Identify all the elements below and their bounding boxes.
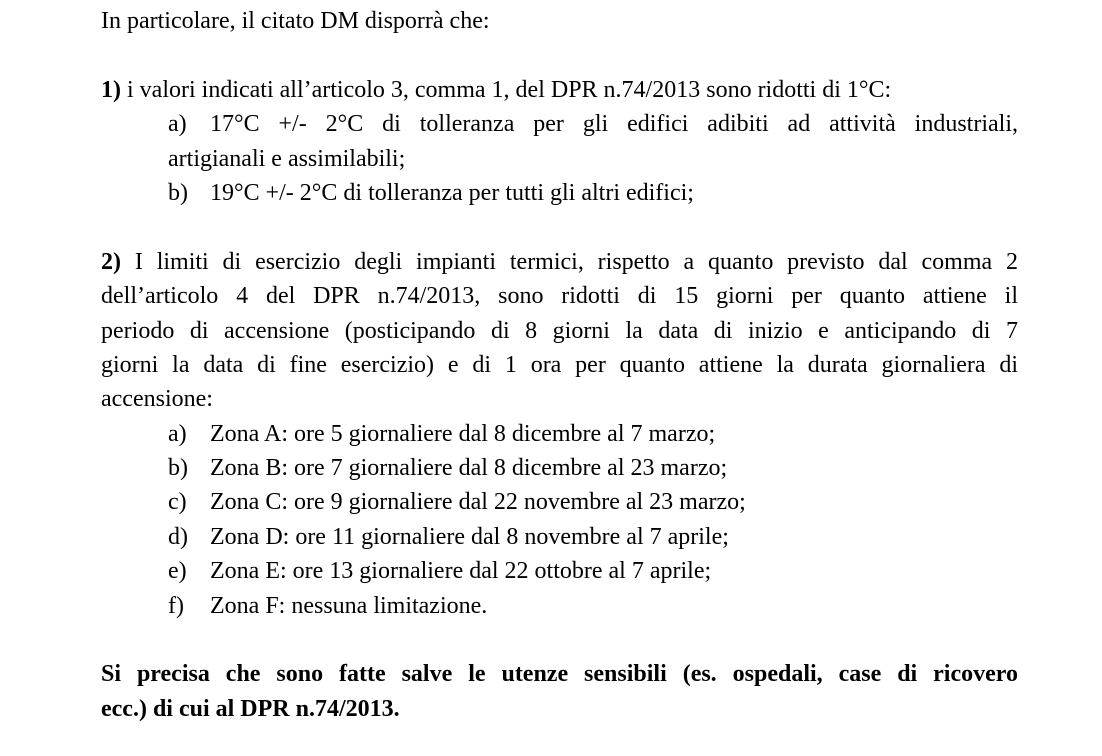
section-2-line-1 (101, 245, 1018, 279)
section-1-item-a (168, 107, 1018, 141)
spacer (101, 623, 1018, 657)
item-label: a) (168, 111, 187, 138)
item-text: Zona D: ore 11 giornaliere dal 8 novembre al 7 aprile; (210, 523, 729, 550)
section-2-line-2: dell’articolo 4 del DPR n.74/2013, sono ridotti di 15 giorni per quanto attiene il (101, 283, 1018, 310)
closing-line-2: ecc.) di cui al DPR n.74/2013. (101, 695, 400, 722)
item-text: Zona A: ore 5 giornaliere dal 8 dicembre al 7 marzo; (210, 420, 716, 447)
section-1-number: 1) (101, 76, 121, 103)
item-text: Zona F: nessuna limitazione. (210, 592, 488, 619)
zone-item (168, 451, 1018, 485)
item-text: 19°C +/- 2°C di tolleranza per tutti gli altri edifici; (210, 179, 694, 206)
document-page (101, 0, 1018, 726)
zone-item (168, 485, 1018, 519)
item-label: c) (168, 489, 187, 516)
section-2-line-5: accensione: (101, 386, 213, 413)
item-label: b) (168, 455, 188, 482)
intro-text: In particolare, il citato DM disporrà che: (101, 8, 490, 34)
section-2-number: 2) (101, 248, 121, 275)
item-label: f) (168, 592, 184, 619)
section-2-line-3: periodo di accensione (posticipando di 8 giorni la data di inizio e anticipando di 7 (101, 317, 1018, 344)
section-1-item-b (168, 176, 1018, 210)
section-2-text: I limiti di esercizio degli impianti termici, rispetto a quanto previsto dal comma 2 (134, 248, 1019, 275)
item-label: a) (168, 420, 187, 447)
section-1-heading (101, 73, 1018, 107)
item-label: b) (168, 179, 188, 206)
closing-line-1: Si precisa che sono fatte salve le utenze sensibili (es. ospedali, case di ricovero (101, 661, 1018, 688)
zone-item (168, 417, 1018, 451)
zone-item (168, 589, 1018, 623)
zone-item (168, 554, 1018, 588)
spacer (101, 210, 1018, 244)
item-text: Zona B: ore 7 giornaliere dal 8 dicembre al 23 marzo; (210, 455, 728, 482)
item-label: d) (168, 523, 188, 550)
section-1-item-a-continuation: artigianali e assimilabili; (168, 145, 406, 172)
item-text: 17°C +/- 2°C di tolleranza per gli edifici adibiti ad attività industriali, (210, 111, 1018, 138)
item-text: Zona C: ore 9 giornaliere dal 22 novembre al 23 marzo; (210, 489, 746, 516)
section-1-text: i valori indicati all’articolo 3, comma 1, del DPR n.74/2013 sono ridotti di 1°C: (127, 76, 892, 103)
section-2-line-4: giorni la data di fine esercizio) e di 1 ora per quanto attiene la durata giornaliera di (101, 351, 1018, 378)
spacer (101, 38, 1018, 72)
item-label: e) (168, 558, 187, 585)
item-text: Zona E: ore 13 giornaliere dal 22 ottobre al 7 aprile; (210, 558, 712, 585)
zone-item (168, 520, 1018, 554)
